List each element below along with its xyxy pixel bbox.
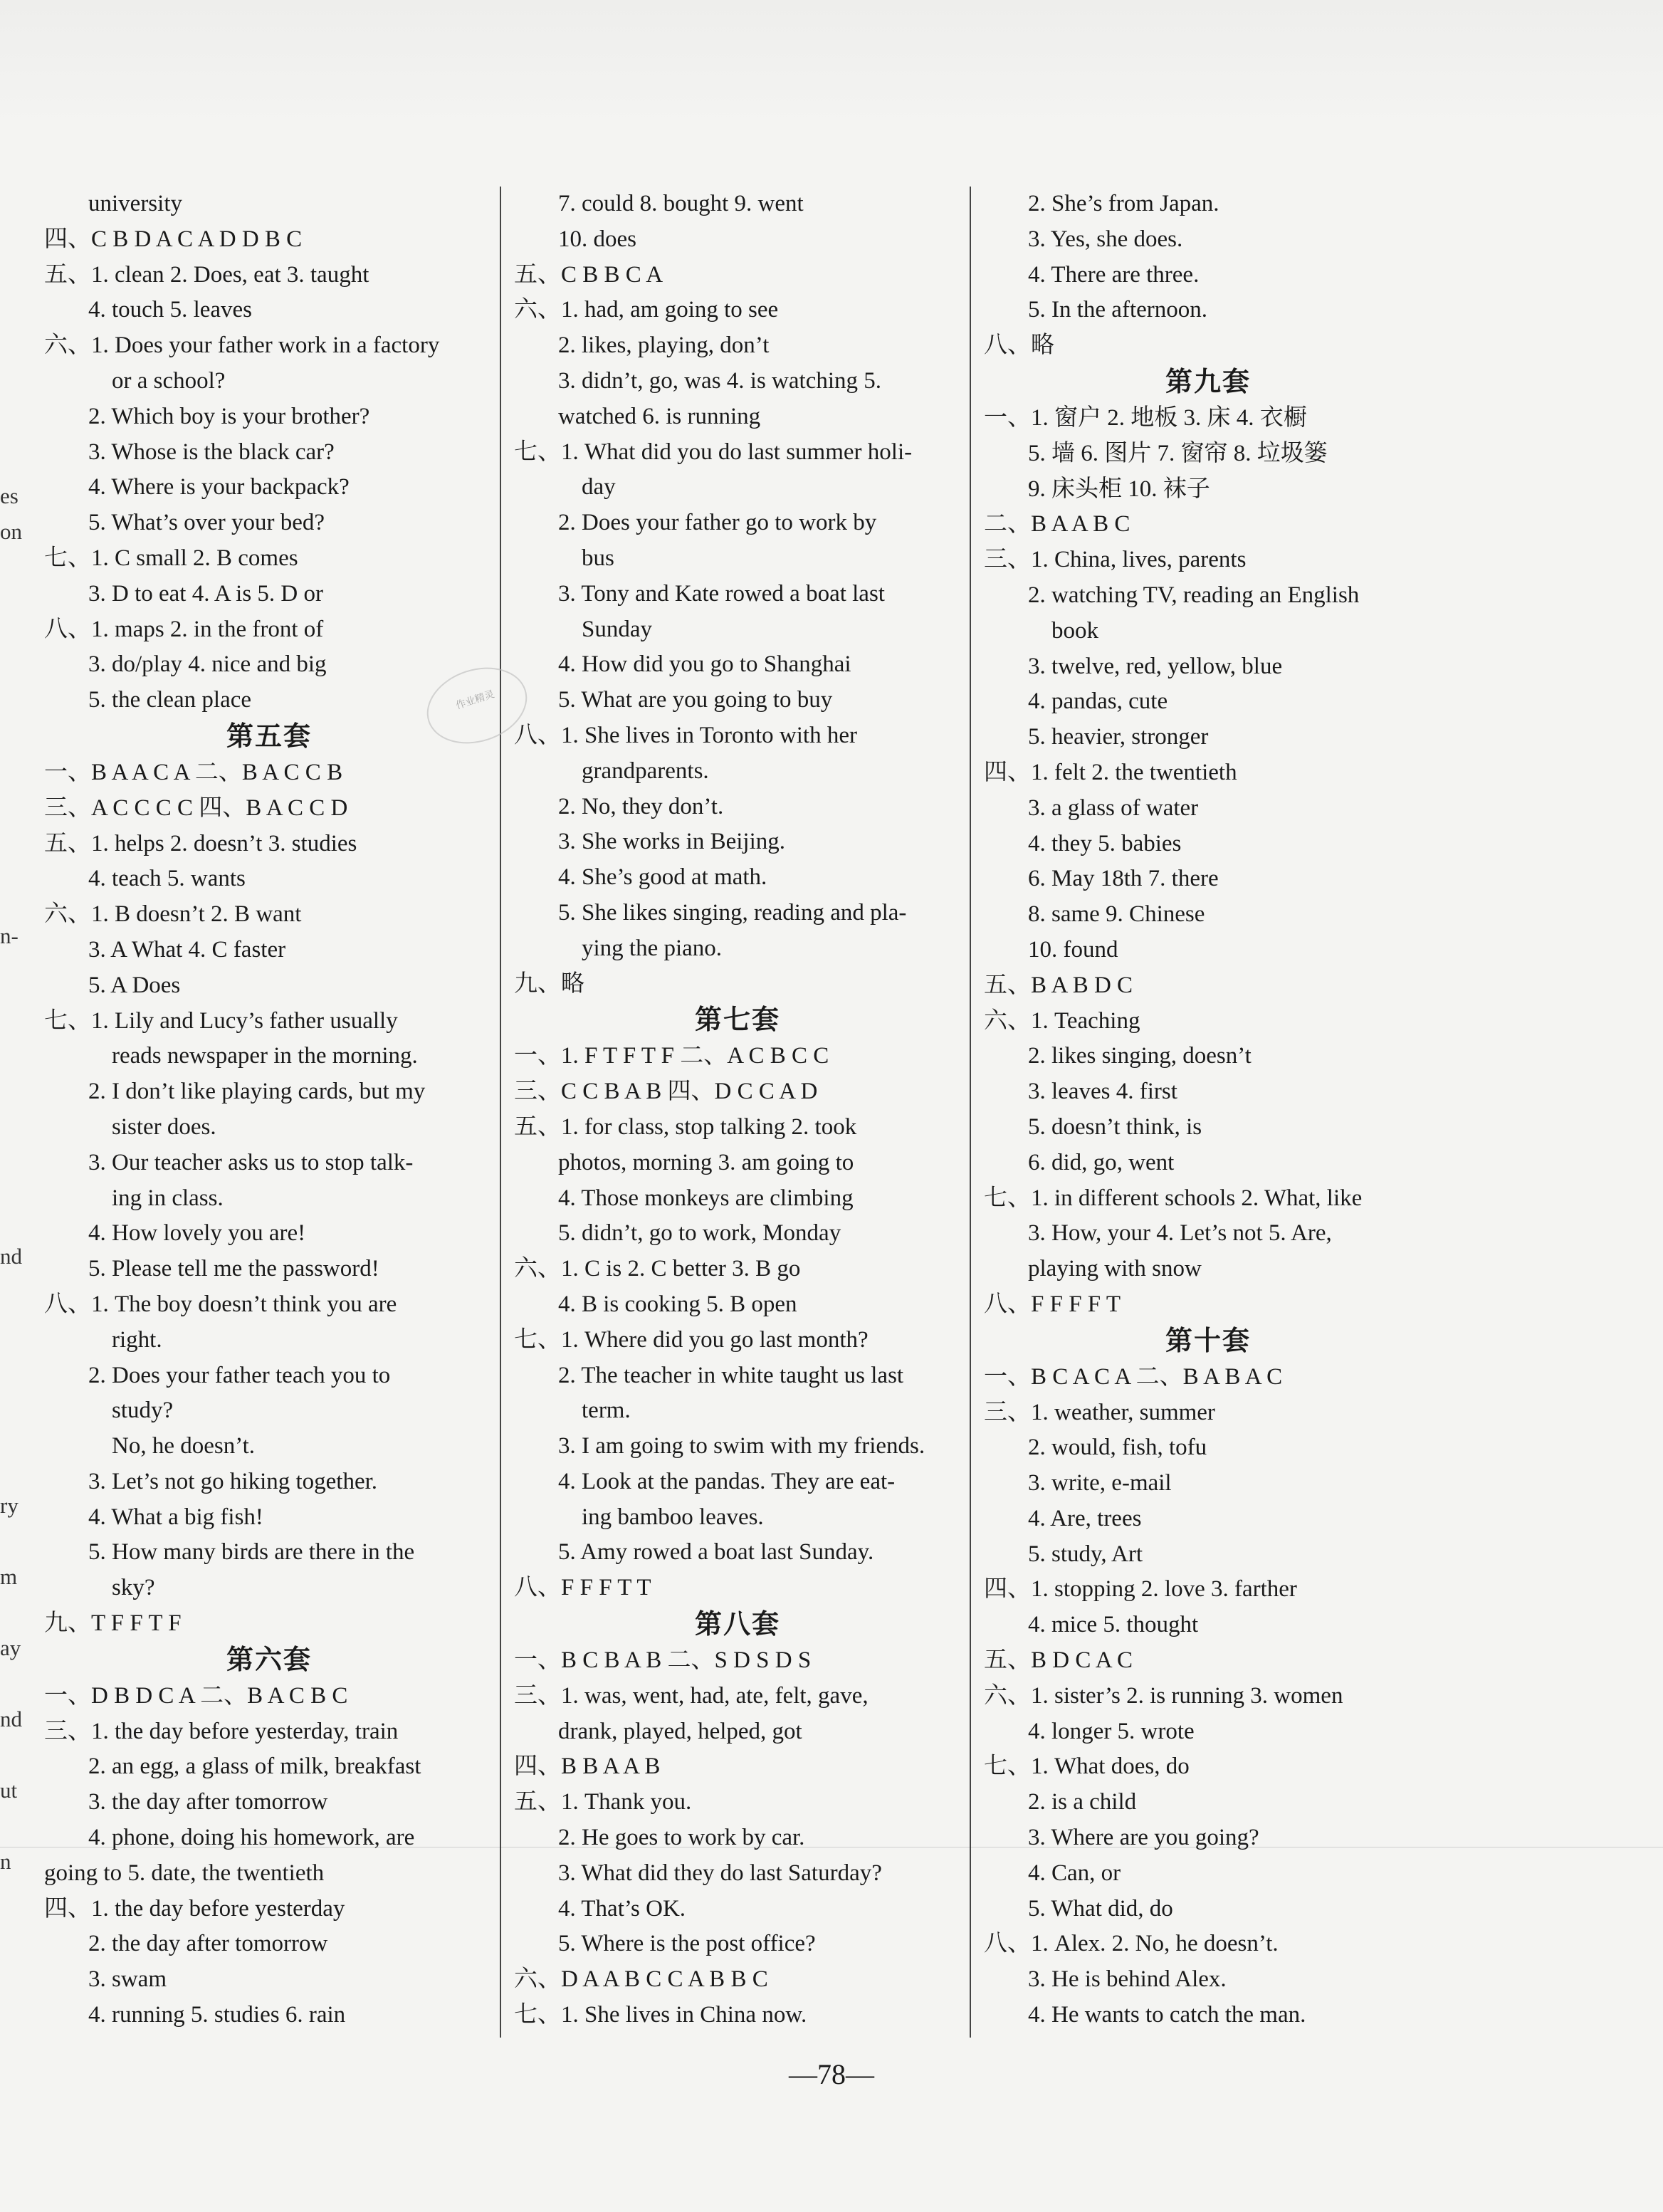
section-heading: 第五套 <box>226 721 312 752</box>
answer-line: 一、1. 窗户 2. 地板 3. 床 4. 衣橱 <box>984 404 1307 431</box>
scan-shadow <box>0 0 1663 128</box>
answer-line: 5. What did, do <box>1028 1895 1173 1922</box>
answer-line: 3. swam <box>88 1966 167 1993</box>
answer-line: 4. Are, trees <box>1028 1505 1142 1531</box>
answer-line: 4. There are three. <box>1028 261 1200 288</box>
answer-line: watched 6. is running <box>558 403 761 429</box>
section-heading: 第九套 <box>1165 367 1251 397</box>
answer-line: 2. The teacher in white taught us last <box>558 1362 904 1388</box>
answer-line: 3. do/play 4. nice and big <box>88 651 327 678</box>
answer-line: 4. Look at the pandas. They are eat- <box>558 1468 896 1494</box>
answer-line: 4. B is cooking 5. B open <box>558 1291 797 1317</box>
answer-line: 2. is a child <box>1028 1789 1137 1815</box>
cut-off-text: es <box>0 483 19 508</box>
answer-line: 六、1. Does your father work in a factory <box>44 332 440 359</box>
answer-line: 4. How lovely you are! <box>88 1220 306 1247</box>
answer-column-2 <box>514 187 961 2033</box>
answer-line: sky? <box>112 1575 155 1601</box>
answer-line: ing bamboo leaves. <box>582 1504 764 1530</box>
answer-line: 三、1. the day before yesterday, train <box>44 1718 399 1744</box>
answer-line: 2. would, fish, tofu <box>1028 1435 1207 1461</box>
answer-line: going to 5. date, the twentieth <box>44 1860 325 1886</box>
answer-line: 10. found <box>1028 936 1118 963</box>
answer-line: university <box>88 191 182 216</box>
answer-line: 2. I don’t like playing cards, but my <box>88 1079 426 1105</box>
answer-line: 七、1. What does, do <box>984 1754 1190 1780</box>
answer-column-1 <box>44 187 494 2033</box>
answer-line: 3. He is behind Alex. <box>1028 1966 1227 1993</box>
answer-line: 2. an egg, a glass of milk, breakfast <box>88 1754 421 1780</box>
section-heading: 第八套 <box>694 1610 780 1640</box>
answer-line: grandparents. <box>582 758 709 784</box>
answer-line: 4. What a big fish! <box>88 1504 263 1530</box>
cut-off-text: nd <box>0 1707 22 1731</box>
cut-off-text: on <box>0 519 22 544</box>
cut-off-text: n- <box>0 923 19 948</box>
answer-line: 3. leaves 4. first <box>1028 1079 1177 1105</box>
answer-line: 七、1. in different schools 2. What, like <box>984 1185 1363 1211</box>
answer-line: 五、1. clean 2. Does, eat 3. taught <box>44 261 369 288</box>
answer-line: 五、1. helps 2. doesn’t 3. studies <box>44 830 357 856</box>
answer-line: 6. May 18th 7. there <box>1028 866 1219 892</box>
answer-line: 5. What’s over your bed? <box>88 510 325 536</box>
answer-line: 六、1. sister’s 2. is running 3. women <box>984 1682 1343 1709</box>
answer-line: right. <box>112 1326 162 1353</box>
answer-line: 3. D to eat 4. A is 5. D or <box>88 580 323 607</box>
answer-line: reads newspaper in the morning. <box>112 1043 418 1069</box>
answer-line: 3. I am going to swim with my friends. <box>558 1433 925 1459</box>
answer-line: 2. Does your father go to work by <box>558 510 877 536</box>
answer-line: 3. Let’s not go hiking together. <box>88 1468 378 1494</box>
answer-line: study? <box>112 1398 174 1424</box>
answer-line: 5. How many birds are there in the <box>88 1539 415 1566</box>
answer-line: 五、B D C A C <box>984 1647 1133 1674</box>
answer-line: 七、1. She lives in China now. <box>514 2002 807 2028</box>
answer-line: 一、D B D C A 二、B A C B C <box>44 1682 348 1709</box>
answer-line: 一、B C B A B 二、S D S D S <box>514 1647 812 1674</box>
answer-line: 九、略 <box>514 970 584 997</box>
answer-line: book <box>1051 617 1098 644</box>
answer-line: 三、1. China, lives, parents <box>984 547 1247 573</box>
answer-line: 3. write, e-mail <box>1028 1470 1172 1496</box>
watermark-stamp: 作业精灵 <box>417 655 537 756</box>
answer-line: 4. That’s OK. <box>558 1895 686 1922</box>
answer-line: 8. same 9. Chinese <box>1028 901 1205 928</box>
answer-line: 9. 床头柜 10. 袜子 <box>1028 476 1210 502</box>
answer-line: 2. watching TV, reading an English <box>1028 582 1360 608</box>
answer-line: or a school? <box>112 367 226 394</box>
answer-line: 3. Tony and Kate rowed a boat last <box>558 580 885 607</box>
answer-line: 六、1. C is 2. C better 3. B go <box>514 1256 801 1282</box>
answer-line: 八、F F F F T <box>984 1291 1121 1317</box>
answer-line: 七、1. Lily and Lucy’s father usually <box>44 1007 398 1034</box>
answer-line: 3. twelve, red, yellow, blue <box>1028 653 1283 679</box>
answer-line: 4. pandas, cute <box>1028 688 1168 715</box>
answer-line: 4. teach 5. wants <box>88 866 246 892</box>
answer-line: 3. a glass of water <box>1028 795 1199 821</box>
answer-line: 5. Please tell me the password! <box>88 1256 379 1282</box>
answer-line: 四、1. felt 2. the twentieth <box>984 759 1237 785</box>
answer-column-3 <box>984 187 1432 2033</box>
answer-line: 5. didn’t, go to work, Monday <box>558 1220 841 1247</box>
answer-line: No, he doesn’t. <box>112 1433 256 1459</box>
answer-line: 5. doesn’t think, is <box>1028 1113 1202 1140</box>
answer-line: 5. heavier, stronger <box>1028 724 1209 750</box>
answer-line: Sunday <box>582 616 652 642</box>
answer-line: day <box>582 474 616 500</box>
answer-line: 3. Our teacher asks us to stop talk- <box>88 1149 414 1175</box>
answer-line: 四、B B A A B <box>514 1754 661 1780</box>
answer-line: 八、略 <box>984 332 1054 359</box>
answer-line: 3. Where are you going? <box>1028 1825 1259 1851</box>
section-heading: 第六套 <box>226 1645 312 1675</box>
answer-line: 5. A Does <box>88 972 181 998</box>
answer-line: 五、1. Thank you. <box>514 1789 692 1815</box>
answer-line: 2. likes singing, doesn’t <box>1028 1043 1252 1069</box>
answer-line: 八、1. Alex. 2. No, he doesn’t. <box>984 1931 1279 1957</box>
answer-line: 4. they 5. babies <box>1028 830 1182 856</box>
cut-off-text: ay <box>0 1635 21 1660</box>
answer-line: 5. She likes singing, reading and pla- <box>558 899 907 926</box>
answer-line: 一、B A A C A 二、B A C C B <box>44 759 343 785</box>
answer-line: 七、1. Where did you go last month? <box>514 1326 869 1353</box>
answer-line: 四、1. the day before yesterday <box>44 1895 345 1922</box>
answer-line: 六、1. Teaching <box>984 1007 1140 1034</box>
answer-line: 二、B A A B C <box>984 511 1130 538</box>
cut-off-text: m <box>0 1564 18 1589</box>
answer-line: 五、B A B D C <box>984 972 1133 998</box>
answer-line: 八、F F F T T <box>514 1575 651 1601</box>
answer-line: 3. didn’t, go, was 4. is watching 5. <box>558 367 882 394</box>
answer-line: 3. the day after tomorrow <box>88 1789 328 1815</box>
answer-line: 五、C B B C A <box>514 261 663 288</box>
answer-line: photos, morning 3. am going to <box>558 1149 854 1175</box>
column-divider <box>500 187 501 2038</box>
answer-line: 5. What are you going to buy <box>558 687 833 713</box>
answer-line: ing in class. <box>112 1185 224 1211</box>
answer-line: 5. In the afternoon. <box>1028 297 1207 323</box>
answer-line: 4. phone, doing his homework, are <box>88 1825 415 1851</box>
answer-line: 三、A C C C C 四、B A C C D <box>44 795 348 821</box>
answer-line: 5. Amy rowed a boat last Sunday. <box>558 1539 874 1566</box>
answer-line: 3. A What 4. C faster <box>88 936 286 963</box>
section-heading: 第七套 <box>694 1005 780 1036</box>
answer-line: sister does. <box>112 1113 216 1140</box>
answer-line: 4. Those monkeys are climbing <box>558 1185 854 1211</box>
answer-line: 2. He goes to work by car. <box>558 1825 805 1851</box>
answer-line: 3. What did they do last Saturday? <box>558 1860 882 1886</box>
answer-line: 5. the clean place <box>88 687 252 713</box>
answer-line: 七、1. What did you do last summer holi- <box>514 439 913 465</box>
answer-line: 4. mice 5. thought <box>1028 1612 1199 1638</box>
answer-line: ying the piano. <box>582 935 723 961</box>
answer-line: 三、1. weather, summer <box>984 1399 1215 1425</box>
answer-line: 3. Whose is the black car? <box>88 439 335 465</box>
answer-line: 4. Where is your backpack? <box>88 474 350 500</box>
answer-line: 八、1. She lives in Toronto with her <box>514 722 857 748</box>
answer-line: 4. She’s good at math. <box>558 864 767 891</box>
answer-line: 4. He wants to catch the man. <box>1028 2002 1306 2028</box>
answer-line: 10. does <box>558 226 636 252</box>
answer-line: 4. touch 5. leaves <box>88 297 253 323</box>
answer-line: 三、C C B A B 四、D C C A D <box>514 1079 818 1105</box>
answer-line: 四、C B D A C A D D B C <box>44 226 303 252</box>
answer-line: 4. How did you go to Shanghai <box>558 651 851 678</box>
answer-line: 2. Which boy is your brother? <box>88 403 370 429</box>
answer-line: 2. the day after tomorrow <box>88 1931 328 1957</box>
page-number: —78— <box>789 2058 874 2090</box>
cut-off-text: n <box>0 1849 11 1874</box>
answer-line: 2. She’s from Japan. <box>1028 191 1219 216</box>
cut-off-text: nd <box>0 1244 22 1269</box>
answer-line: 3. Yes, she does. <box>1028 226 1183 252</box>
column-divider <box>970 187 971 2038</box>
answer-line: 2. No, they don’t. <box>558 793 724 819</box>
answer-line: 三、1. was, went, had, ate, felt, gave, <box>514 1682 869 1709</box>
section-heading: 第十套 <box>1165 1326 1251 1356</box>
answer-line: term. <box>582 1398 631 1424</box>
answer-line: 六、1. B doesn’t 2. B want <box>44 901 302 928</box>
answer-line: playing with snow <box>1028 1256 1202 1282</box>
answer-line: drank, played, helped, got <box>558 1718 802 1744</box>
cut-off-text: ut <box>0 1778 18 1803</box>
answer-line: 4. running 5. studies 6. rain <box>88 2002 346 2028</box>
answer-line: 4. Can, or <box>1028 1860 1121 1886</box>
answer-line: bus <box>582 545 614 571</box>
answer-line: 4. longer 5. wrote <box>1028 1718 1195 1744</box>
answer-line: 五、1. for class, stop talking 2. took <box>514 1113 857 1140</box>
answer-line: 四、1. stopping 2. love 3. farther <box>984 1576 1297 1603</box>
answer-line: 一、B C A C A 二、B A B A C <box>984 1363 1283 1390</box>
answer-line: 八、1. maps 2. in the front of <box>44 616 324 642</box>
answer-line: 6. did, go, went <box>1028 1149 1175 1175</box>
answer-line: 3. She works in Beijing. <box>558 829 785 855</box>
answer-line: 5. study, Art <box>1028 1541 1143 1567</box>
cut-off-text: ry <box>0 1493 19 1518</box>
answer-line: 2. Does your father teach you to <box>88 1362 391 1388</box>
answer-line: 七、1. C small 2. B comes <box>44 545 298 571</box>
answer-line: 九、T F F T F <box>44 1610 182 1637</box>
answer-line: 5. 墙 6. 图片 7. 窗帘 8. 垃圾篓 <box>1028 440 1328 466</box>
answer-line: 5. Where is the post office? <box>558 1931 816 1957</box>
answer-line: 2. likes, playing, don’t <box>558 332 770 359</box>
answer-line: 一、1. F T F T F 二、A C B C C <box>514 1043 829 1069</box>
answer-line: 3. How, your 4. Let’s not 5. Are, <box>1028 1220 1332 1247</box>
answer-line: 六、1. had, am going to see <box>514 297 779 323</box>
answer-line: 六、D A A B C C A B B C <box>514 1966 768 1993</box>
answer-line: 八、1. The boy doesn’t think you are <box>44 1291 397 1317</box>
answer-line: 7. could 8. bought 9. went <box>558 191 804 216</box>
